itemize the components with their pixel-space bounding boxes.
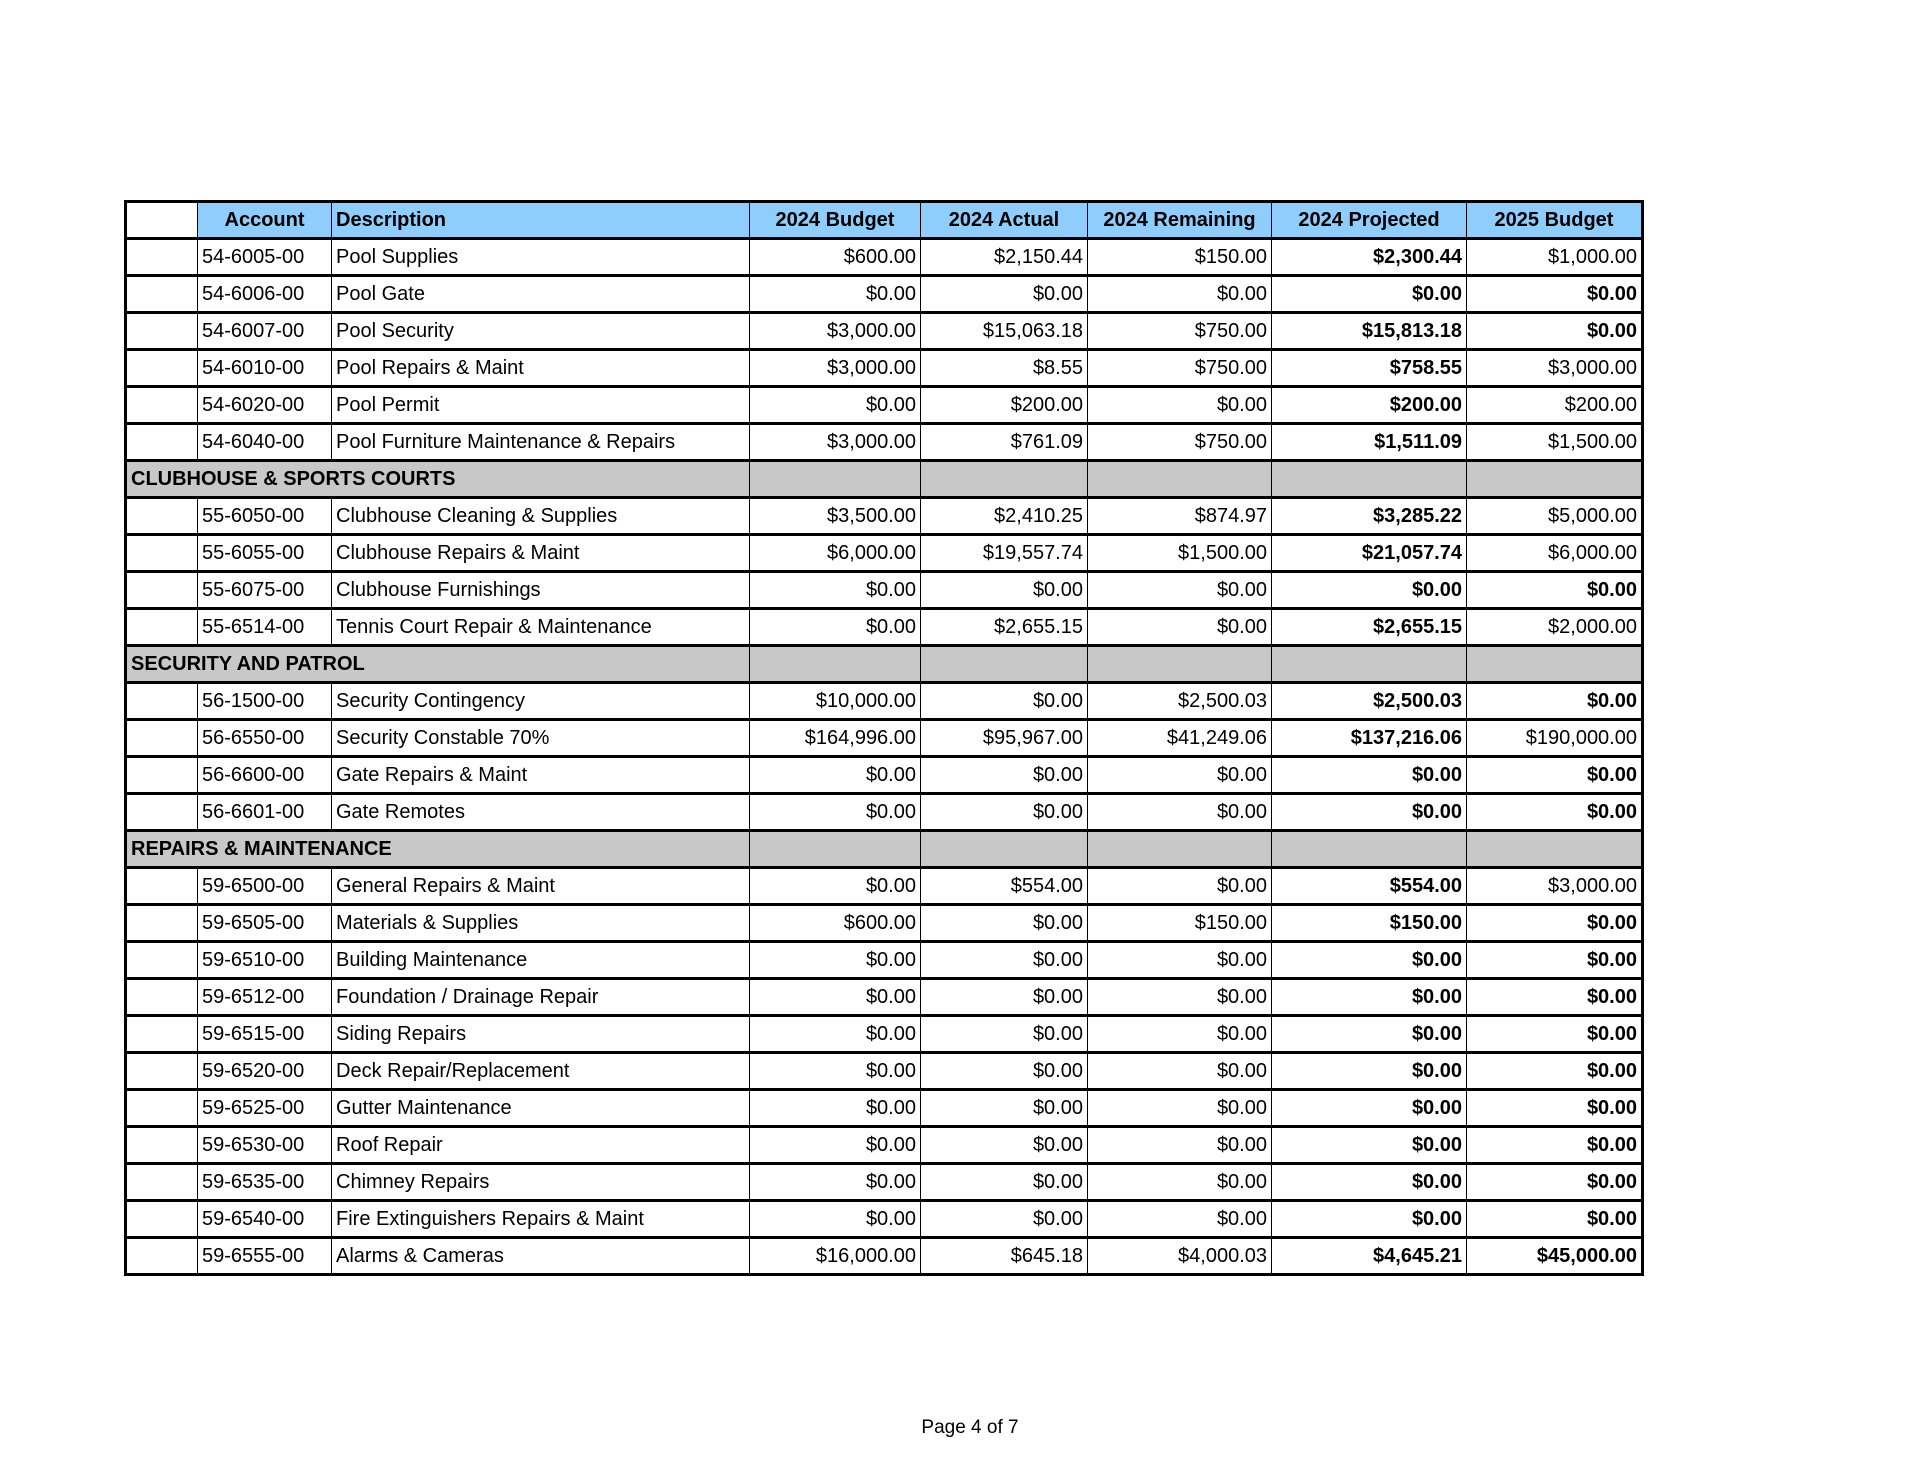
blank-cell	[126, 424, 198, 461]
budget-2024-cell: $0.00	[750, 979, 921, 1016]
blank-cell	[126, 1201, 198, 1238]
table-row	[126, 868, 1643, 905]
account-cell: 56-6550-00	[198, 720, 332, 757]
section-header-row	[126, 646, 1643, 683]
description-cell: Pool Repairs & Maint	[332, 350, 750, 387]
projected-2024-cell: $0.00	[1272, 794, 1467, 831]
budget-2025-cell: $3,000.00	[1467, 868, 1643, 905]
projected-2024-cell: $21,057.74	[1272, 535, 1467, 572]
budget-2024-cell: $0.00	[750, 387, 921, 424]
table-row	[126, 1016, 1643, 1053]
actual-2024-cell: $8.55	[921, 350, 1088, 387]
budget-2024-cell: $0.00	[750, 1164, 921, 1201]
budget-2025-cell: $3,000.00	[1467, 350, 1643, 387]
table-row	[126, 757, 1643, 794]
actual-2024-cell: $0.00	[921, 1127, 1088, 1164]
budget-2025-cell: $0.00	[1467, 794, 1643, 831]
header-row	[126, 202, 1643, 239]
description-cell: Foundation / Drainage Repair	[332, 979, 750, 1016]
description-cell: Fire Extinguishers Repairs & Maint	[332, 1201, 750, 1238]
actual-2024-cell: $0.00	[921, 572, 1088, 609]
description-cell: Gate Remotes	[332, 794, 750, 831]
section-empty-cell	[1088, 646, 1272, 683]
section-empty-cell	[921, 831, 1088, 868]
description-cell: Pool Gate	[332, 276, 750, 313]
projected-2024-cell: $0.00	[1272, 1201, 1467, 1238]
projected-2024-cell: $137,216.06	[1272, 720, 1467, 757]
budget-2025-cell: $0.00	[1467, 313, 1643, 350]
budget-2024-cell: $16,000.00	[750, 1238, 921, 1275]
projected-2024-cell: $0.00	[1272, 1090, 1467, 1127]
blank-cell	[126, 1016, 198, 1053]
page-number: Page 4 of 7	[921, 1417, 1019, 1438]
blank-cell	[126, 498, 198, 535]
budget-2024-cell: $0.00	[750, 794, 921, 831]
budget-2025-cell: $0.00	[1467, 1016, 1643, 1053]
budget-2025-cell: $0.00	[1467, 1090, 1643, 1127]
account-cell: 59-6535-00	[198, 1164, 332, 1201]
description-cell: Gate Repairs & Maint	[332, 757, 750, 794]
section-empty-cell	[921, 461, 1088, 498]
description-cell: Security Constable 70%	[332, 720, 750, 757]
blank-cell	[126, 276, 198, 313]
blank-cell	[126, 1053, 198, 1090]
remaining-2024-cell: $0.00	[1088, 1090, 1272, 1127]
projected-2024-cell: $2,655.15	[1272, 609, 1467, 646]
remaining-2024-cell: $4,000.03	[1088, 1238, 1272, 1275]
actual-2024-cell: $0.00	[921, 757, 1088, 794]
actual-2024-cell: $0.00	[921, 1164, 1088, 1201]
actual-2024-cell: $2,655.15	[921, 609, 1088, 646]
budget-2025-cell: $2,000.00	[1467, 609, 1643, 646]
actual-2024-cell: $0.00	[921, 905, 1088, 942]
actual-2024-cell: $2,410.25	[921, 498, 1088, 535]
description-cell: Building Maintenance	[332, 942, 750, 979]
table-row	[126, 572, 1643, 609]
section-empty-cell	[1467, 831, 1643, 868]
table-row	[126, 1238, 1643, 1275]
remaining-2024-cell: $0.00	[1088, 1201, 1272, 1238]
blank-cell	[126, 1164, 198, 1201]
remaining-2024-cell: $1,500.00	[1088, 535, 1272, 572]
section-empty-cell	[1272, 831, 1467, 868]
section-empty-cell	[1467, 646, 1643, 683]
actual-2024-cell: $15,063.18	[921, 313, 1088, 350]
description-cell: Materials & Supplies	[332, 905, 750, 942]
projected-2024-cell: $0.00	[1272, 1053, 1467, 1090]
budget-table	[124, 200, 1644, 1276]
projected-2024-cell: $15,813.18	[1272, 313, 1467, 350]
budget-2025-cell: $1,000.00	[1467, 239, 1643, 276]
remaining-2024-cell: $0.00	[1088, 1164, 1272, 1201]
budget-2024-cell: $3,500.00	[750, 498, 921, 535]
blank-cell	[126, 387, 198, 424]
actual-2024-cell: $0.00	[921, 276, 1088, 313]
description-cell: General Repairs & Maint	[332, 868, 750, 905]
blank-cell	[126, 1127, 198, 1164]
remaining-2024-cell: $150.00	[1088, 239, 1272, 276]
section-empty-cell	[921, 646, 1088, 683]
section-empty-cell	[750, 831, 921, 868]
account-cell: 59-6500-00	[198, 868, 332, 905]
actual-2024-cell: $0.00	[921, 683, 1088, 720]
budget-2024-cell: $164,996.00	[750, 720, 921, 757]
remaining-2024-cell: $750.00	[1088, 313, 1272, 350]
section-empty-cell	[1272, 646, 1467, 683]
blank-cell	[126, 683, 198, 720]
account-cell: 56-6600-00	[198, 757, 332, 794]
actual-2024-cell: $0.00	[921, 794, 1088, 831]
blank-cell	[126, 1090, 198, 1127]
actual-2024-cell: $200.00	[921, 387, 1088, 424]
header-blank	[126, 202, 198, 239]
table-body	[126, 239, 1643, 1275]
description-cell: Pool Supplies	[332, 239, 750, 276]
blank-cell	[126, 757, 198, 794]
table-row	[126, 535, 1643, 572]
account-cell: 54-6040-00	[198, 424, 332, 461]
table-row	[126, 1127, 1643, 1164]
blank-cell	[126, 794, 198, 831]
actual-2024-cell: $0.00	[921, 942, 1088, 979]
blank-cell	[126, 239, 198, 276]
section-label: CLUBHOUSE & SPORTS COURTS	[126, 461, 750, 498]
actual-2024-cell: $2,150.44	[921, 239, 1088, 276]
account-cell: 55-6075-00	[198, 572, 332, 609]
header-2024-actual: 2024 Actual	[921, 202, 1088, 239]
budget-2024-cell: $0.00	[750, 572, 921, 609]
blank-cell	[126, 979, 198, 1016]
account-cell: 56-6601-00	[198, 794, 332, 831]
actual-2024-cell: $645.18	[921, 1238, 1088, 1275]
section-empty-cell	[1272, 461, 1467, 498]
budget-2024-cell: $0.00	[750, 1016, 921, 1053]
budget-2025-cell: $0.00	[1467, 1127, 1643, 1164]
description-cell: Pool Permit	[332, 387, 750, 424]
remaining-2024-cell: $874.97	[1088, 498, 1272, 535]
remaining-2024-cell: $2,500.03	[1088, 683, 1272, 720]
budget-2024-cell: $600.00	[750, 905, 921, 942]
budget-2024-cell: $0.00	[750, 757, 921, 794]
budget-2025-cell: $0.00	[1467, 942, 1643, 979]
budget-2024-cell: $0.00	[750, 942, 921, 979]
budget-2024-cell: $0.00	[750, 1127, 921, 1164]
blank-cell	[126, 535, 198, 572]
budget-2024-cell: $3,000.00	[750, 350, 921, 387]
blank-cell	[126, 868, 198, 905]
projected-2024-cell: $150.00	[1272, 905, 1467, 942]
remaining-2024-cell: $750.00	[1088, 350, 1272, 387]
table-row	[126, 794, 1643, 831]
remaining-2024-cell: $0.00	[1088, 1127, 1272, 1164]
header-2025-budget: 2025 Budget	[1467, 202, 1643, 239]
remaining-2024-cell: $0.00	[1088, 1053, 1272, 1090]
description-cell: Chimney Repairs	[332, 1164, 750, 1201]
section-header-row	[126, 831, 1643, 868]
remaining-2024-cell: $0.00	[1088, 979, 1272, 1016]
remaining-2024-cell: $0.00	[1088, 276, 1272, 313]
account-cell: 59-6555-00	[198, 1238, 332, 1275]
budget-2024-cell: $0.00	[750, 1090, 921, 1127]
table-row	[126, 424, 1643, 461]
budget-2025-cell: $0.00	[1467, 905, 1643, 942]
budget-2025-cell: $190,000.00	[1467, 720, 1643, 757]
projected-2024-cell: $554.00	[1272, 868, 1467, 905]
budget-2024-cell: $0.00	[750, 609, 921, 646]
blank-cell	[126, 942, 198, 979]
budget-2024-cell: $0.00	[750, 868, 921, 905]
table-row	[126, 1053, 1643, 1090]
projected-2024-cell: $0.00	[1272, 572, 1467, 609]
projected-2024-cell: $200.00	[1272, 387, 1467, 424]
budget-2024-cell: $0.00	[750, 1053, 921, 1090]
description-cell: Deck Repair/Replacement	[332, 1053, 750, 1090]
table-row	[126, 1164, 1643, 1201]
remaining-2024-cell: $41,249.06	[1088, 720, 1272, 757]
account-cell: 54-6006-00	[198, 276, 332, 313]
blank-cell	[126, 720, 198, 757]
section-empty-cell	[1088, 461, 1272, 498]
table-row	[126, 387, 1643, 424]
budget-2025-cell: $0.00	[1467, 683, 1643, 720]
account-cell: 54-6020-00	[198, 387, 332, 424]
section-empty-cell	[750, 461, 921, 498]
budget-2025-cell: $45,000.00	[1467, 1238, 1643, 1275]
table-row	[126, 350, 1643, 387]
account-cell: 56-1500-00	[198, 683, 332, 720]
description-cell: Siding Repairs	[332, 1016, 750, 1053]
header-2024-projected: 2024 Projected	[1272, 202, 1467, 239]
actual-2024-cell: $19,557.74	[921, 535, 1088, 572]
projected-2024-cell: $2,500.03	[1272, 683, 1467, 720]
account-cell: 55-6514-00	[198, 609, 332, 646]
account-cell: 59-6520-00	[198, 1053, 332, 1090]
account-cell: 55-6050-00	[198, 498, 332, 535]
projected-2024-cell: $0.00	[1272, 942, 1467, 979]
actual-2024-cell: $0.00	[921, 1090, 1088, 1127]
projected-2024-cell: $1,511.09	[1272, 424, 1467, 461]
blank-cell	[126, 350, 198, 387]
header-2024-budget: 2024 Budget	[750, 202, 921, 239]
description-cell: Clubhouse Repairs & Maint	[332, 535, 750, 572]
actual-2024-cell: $0.00	[921, 1053, 1088, 1090]
account-cell: 59-6505-00	[198, 905, 332, 942]
description-cell: Tennis Court Repair & Maintenance	[332, 609, 750, 646]
budget-2024-cell: $10,000.00	[750, 683, 921, 720]
table-row	[126, 905, 1643, 942]
account-cell: 59-6510-00	[198, 942, 332, 979]
projected-2024-cell: $758.55	[1272, 350, 1467, 387]
blank-cell	[126, 313, 198, 350]
budget-2024-cell: $3,000.00	[750, 424, 921, 461]
projected-2024-cell: $0.00	[1272, 1164, 1467, 1201]
table-row	[126, 683, 1643, 720]
budget-2025-cell: $0.00	[1467, 979, 1643, 1016]
table-row	[126, 276, 1643, 313]
account-cell: 59-6515-00	[198, 1016, 332, 1053]
budget-2025-cell: $1,500.00	[1467, 424, 1643, 461]
table-row	[126, 313, 1643, 350]
description-cell: Pool Security	[332, 313, 750, 350]
budget-2024-cell: $600.00	[750, 239, 921, 276]
budget-2024-cell: $0.00	[750, 1201, 921, 1238]
table-row	[126, 942, 1643, 979]
remaining-2024-cell: $0.00	[1088, 794, 1272, 831]
description-cell: Clubhouse Furnishings	[332, 572, 750, 609]
account-cell: 54-6005-00	[198, 239, 332, 276]
projected-2024-cell: $0.00	[1272, 1016, 1467, 1053]
table-row	[126, 979, 1643, 1016]
account-cell: 59-6530-00	[198, 1127, 332, 1164]
budget-2025-cell: $5,000.00	[1467, 498, 1643, 535]
header-2024-remaining: 2024 Remaining	[1088, 202, 1272, 239]
description-cell: Roof Repair	[332, 1127, 750, 1164]
table-row	[126, 1090, 1643, 1127]
description-cell: Pool Furniture Maintenance & Repairs	[332, 424, 750, 461]
budget-2025-cell: $0.00	[1467, 276, 1643, 313]
projected-2024-cell: $2,300.44	[1272, 239, 1467, 276]
account-cell: 59-6540-00	[198, 1201, 332, 1238]
table-row	[126, 720, 1643, 757]
header-account: Account	[198, 202, 332, 239]
budget-2025-cell: $200.00	[1467, 387, 1643, 424]
account-cell: 54-6007-00	[198, 313, 332, 350]
section-empty-cell	[750, 646, 921, 683]
budget-2025-cell: $6,000.00	[1467, 535, 1643, 572]
projected-2024-cell: $0.00	[1272, 757, 1467, 794]
remaining-2024-cell: $0.00	[1088, 868, 1272, 905]
remaining-2024-cell: $0.00	[1088, 1016, 1272, 1053]
actual-2024-cell: $0.00	[921, 979, 1088, 1016]
description-cell: Gutter Maintenance	[332, 1090, 750, 1127]
budget-2025-cell: $0.00	[1467, 1201, 1643, 1238]
actual-2024-cell: $554.00	[921, 868, 1088, 905]
remaining-2024-cell: $0.00	[1088, 757, 1272, 794]
section-empty-cell	[1467, 461, 1643, 498]
budget-2025-cell: $0.00	[1467, 1053, 1643, 1090]
projected-2024-cell: $4,645.21	[1272, 1238, 1467, 1275]
budget-2025-cell: $0.00	[1467, 757, 1643, 794]
actual-2024-cell: $0.00	[921, 1201, 1088, 1238]
projected-2024-cell: $0.00	[1272, 1127, 1467, 1164]
table-row	[126, 239, 1643, 276]
blank-cell	[126, 572, 198, 609]
table-row	[126, 609, 1643, 646]
budget-2024-cell: $0.00	[750, 276, 921, 313]
projected-2024-cell: $0.00	[1272, 276, 1467, 313]
blank-cell	[126, 905, 198, 942]
account-cell: 59-6525-00	[198, 1090, 332, 1127]
blank-cell	[126, 1238, 198, 1275]
projected-2024-cell: $3,285.22	[1272, 498, 1467, 535]
section-label: SECURITY AND PATROL	[126, 646, 750, 683]
description-cell: Alarms & Cameras	[332, 1238, 750, 1275]
remaining-2024-cell: $0.00	[1088, 942, 1272, 979]
header-description: Description	[332, 202, 750, 239]
account-cell: 59-6512-00	[198, 979, 332, 1016]
projected-2024-cell: $0.00	[1272, 979, 1467, 1016]
actual-2024-cell: $0.00	[921, 1016, 1088, 1053]
remaining-2024-cell: $0.00	[1088, 609, 1272, 646]
section-header-row	[126, 461, 1643, 498]
section-empty-cell	[1088, 831, 1272, 868]
budget-2024-cell: $3,000.00	[750, 313, 921, 350]
remaining-2024-cell: $150.00	[1088, 905, 1272, 942]
remaining-2024-cell: $0.00	[1088, 572, 1272, 609]
description-cell: Security Contingency	[332, 683, 750, 720]
section-label: REPAIRS & MAINTENANCE	[126, 831, 750, 868]
table-row	[126, 498, 1643, 535]
budget-2025-cell: $0.00	[1467, 1164, 1643, 1201]
description-cell: Clubhouse Cleaning & Supplies	[332, 498, 750, 535]
budget-2024-cell: $6,000.00	[750, 535, 921, 572]
remaining-2024-cell: $750.00	[1088, 424, 1272, 461]
account-cell: 54-6010-00	[198, 350, 332, 387]
table-row	[126, 1201, 1643, 1238]
remaining-2024-cell: $0.00	[1088, 387, 1272, 424]
actual-2024-cell: $95,967.00	[921, 720, 1088, 757]
blank-cell	[126, 609, 198, 646]
actual-2024-cell: $761.09	[921, 424, 1088, 461]
account-cell: 55-6055-00	[198, 535, 332, 572]
budget-2025-cell: $0.00	[1467, 572, 1643, 609]
